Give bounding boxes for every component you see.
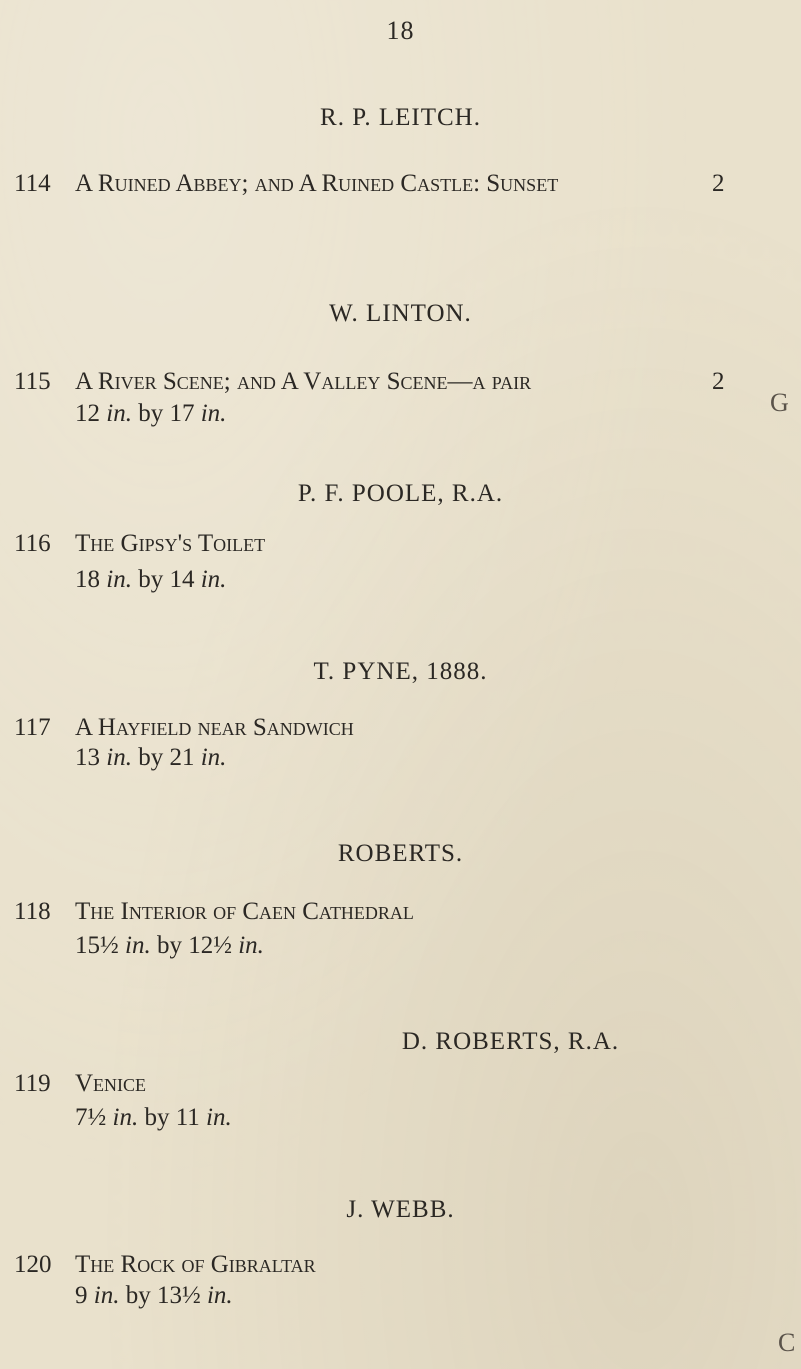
lot-number: 115 bbox=[14, 368, 51, 395]
artist-name: P. F. POOLE, R.A. bbox=[297, 480, 504, 507]
lot-dimensions: 9 in. by 13½ in. bbox=[75, 1282, 233, 1309]
margin-pencil-mark: C bbox=[778, 1328, 796, 1357]
lot-dimensions: 12 in. by 17 in. bbox=[75, 400, 227, 427]
artist-name: R. P. LEITCH. bbox=[320, 104, 481, 131]
lot-number: 117 bbox=[14, 714, 51, 741]
artist-name: W. LINTON. bbox=[329, 300, 472, 327]
lot-dimensions: 13 in. by 21 in. bbox=[75, 744, 227, 771]
lot-dimensions: 7½ in. by 11 in. bbox=[75, 1104, 232, 1131]
margin-pencil-mark: G bbox=[770, 388, 789, 417]
lot-number: 118 bbox=[14, 898, 51, 925]
lot-title: The Gipsy's Toilet bbox=[75, 530, 266, 557]
lot-title: A River Scene; and A Valley Scene—a pair bbox=[75, 368, 532, 395]
lot-dimensions: 18 in. by 14 in. bbox=[75, 566, 227, 593]
lot-title: A Ruined Abbey; and A Ruined Castle: Sunset bbox=[75, 170, 559, 197]
artist-name: T. PYNE, 1888. bbox=[313, 658, 488, 685]
lot-number: 114 bbox=[14, 170, 51, 197]
lot-title: Venice bbox=[75, 1070, 147, 1097]
lot-title: A Hayfield near Sandwich bbox=[75, 714, 354, 741]
page-number: 18 bbox=[386, 16, 415, 45]
lot-quantity: 2 bbox=[712, 170, 725, 197]
lot-title: The Rock of Gibraltar bbox=[75, 1251, 316, 1278]
lot-dimensions: 15½ in. by 12½ in. bbox=[75, 932, 264, 959]
lot-number: 119 bbox=[14, 1070, 51, 1097]
lot-number: 120 bbox=[14, 1251, 52, 1278]
lot-quantity: 2 bbox=[712, 368, 725, 395]
artist-name: J. WEBB. bbox=[346, 1196, 455, 1223]
artist-name: D. ROBERTS, R.A. bbox=[401, 1028, 620, 1055]
lot-title: The Interior of Caen Cathedral bbox=[75, 898, 414, 925]
artist-name: ROBERTS. bbox=[337, 840, 464, 867]
lot-number: 116 bbox=[14, 530, 51, 557]
